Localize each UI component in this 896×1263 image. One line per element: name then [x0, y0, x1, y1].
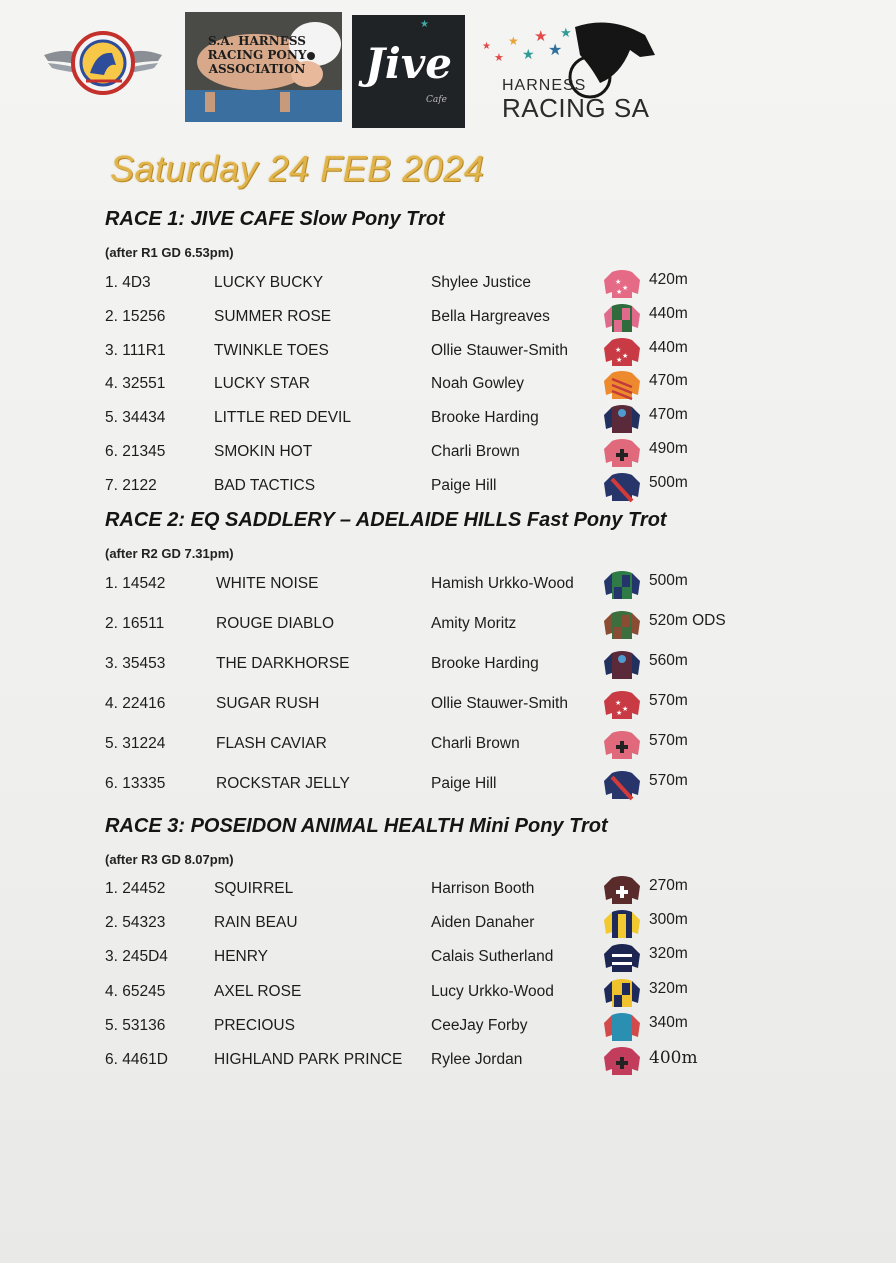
race-entry-row [0, 567, 896, 601]
svg-text:★: ★ [615, 700, 622, 707]
entry-number: 4. 65245 [105, 982, 166, 1000]
sa-harness-racing-pony-association-logo [185, 12, 342, 122]
race-distance: 570m [649, 692, 688, 709]
entry-number: 4. 32551 [105, 375, 166, 393]
horse-name: WHITE NOISE [216, 575, 319, 592]
horse-name: SMOKIN HOT [214, 443, 313, 460]
star-icon: ★ [420, 19, 429, 30]
racing-silks-icon [602, 567, 642, 601]
race-entry-row [0, 300, 896, 334]
entry-number: 5. 53136 [105, 1016, 166, 1034]
race-2-after: (after R2 GD 7.31pm) [105, 546, 234, 561]
driver-name: Rylee Jordan [431, 1051, 523, 1068]
race-2-title [105, 509, 667, 532]
driver-name: Noah Gowley [431, 375, 525, 393]
driver-name: Brooke Harding [431, 409, 539, 427]
racing-silks-icon [602, 469, 642, 503]
svg-text:★: ★ [508, 34, 519, 48]
race-entry-row [0, 435, 896, 469]
horse-name: LUCKY BUCKY [214, 274, 324, 291]
svg-text:★: ★ [622, 706, 629, 713]
entry-number: 3. 111R1 [105, 341, 166, 359]
horse-name: RAIN BEAU [214, 914, 298, 932]
svg-text:★: ★ [615, 346, 622, 354]
jive-sub: Cafe [426, 95, 447, 105]
racing-silks-icon [602, 401, 642, 435]
race-entry-row [0, 975, 896, 1009]
svg-text:★: ★ [622, 352, 629, 360]
race-entry-row [0, 767, 896, 801]
race-entry-row [0, 1009, 896, 1043]
driver-name: Hamish Urkko-Wood [431, 575, 574, 592]
horse-name: SQUIRREL [214, 880, 294, 897]
horse-name: FLASH CAVIAR [216, 735, 327, 752]
race-distance: 500m [649, 473, 688, 491]
race-entry-row [0, 940, 896, 974]
racing-silks-icon [602, 940, 642, 974]
race-distance: 300m [649, 911, 688, 929]
entry-number: 1. 4D3 [105, 274, 151, 291]
driver-name: Paige Hill [431, 775, 497, 792]
driver-name: Paige Hill [431, 476, 497, 494]
racing-silks-icon [602, 647, 642, 681]
entry-number: 2. 15256 [105, 307, 166, 325]
race-entry-row [0, 687, 896, 721]
race-distance: 320m [649, 979, 688, 997]
entry-number: 6. 4461D [105, 1051, 168, 1068]
horse-name: LITTLE RED DEVIL [214, 409, 351, 427]
race-entry-row [0, 906, 896, 940]
racing-silks-icon [602, 1009, 642, 1043]
harness-racing-sa-logo [480, 15, 670, 125]
sahrpa-line-2: RACING PONY [207, 48, 307, 62]
horse-name: ROUGE DIABLO [216, 615, 334, 632]
entry-number: 5. 31224 [105, 735, 166, 752]
horse-name: THE DARKHORSE [216, 655, 350, 672]
race-distance: 470m [649, 406, 688, 424]
race-entry-row [0, 266, 896, 300]
svg-text:★: ★ [616, 710, 623, 717]
driver-name: Brooke Harding [431, 655, 539, 672]
driver-name: Aiden Danaher [431, 914, 535, 932]
race-distance: 500m [649, 572, 688, 589]
racing-silks-icon [602, 300, 642, 334]
race-3-title-rest: Mini Pony Trot [463, 815, 608, 837]
svg-text:★: ★ [622, 285, 629, 292]
racing-silks-icon [602, 687, 642, 721]
driver-name: Charli Brown [431, 443, 520, 460]
driver-name: Lucy Urkko-Wood [431, 982, 554, 1000]
entry-number: 5. 34434 [105, 409, 166, 427]
race-1-title-caps: RACE 1: JIVE CAFE [105, 208, 294, 230]
race-3-after: (after R3 GD 8.07pm) [105, 852, 234, 867]
pony-club-wings-logo [42, 25, 164, 105]
race-entry-row [0, 367, 896, 401]
race-distance: 520m ODS [649, 612, 726, 629]
entry-number: 2. 54323 [105, 914, 166, 932]
driver-name: Shylee Justice [431, 274, 531, 291]
race-entry-row [0, 401, 896, 435]
race-distance: 440m [649, 304, 688, 322]
svg-text:★: ★ [616, 289, 623, 296]
driver-name: Calais Sutherland [431, 948, 554, 966]
race-distance: 470m [649, 372, 688, 390]
racing-silks-icon [602, 1043, 642, 1077]
race-entry-row [0, 727, 896, 761]
racing-silks-icon [602, 727, 642, 761]
horse-name: SUGAR RUSH [216, 695, 320, 712]
race-distance: 320m [649, 945, 688, 963]
racing-silks-icon [602, 266, 642, 300]
horse-name: ROCKSTAR JELLY [216, 775, 350, 792]
horse-name: LUCKY STAR [214, 375, 310, 393]
race-entry-row [0, 607, 896, 641]
race-distance: 570m [649, 732, 688, 749]
entry-number: 2. 16511 [105, 615, 165, 632]
svg-text:★: ★ [522, 46, 535, 62]
horse-name: HENRY [214, 948, 268, 966]
race-entry-row [0, 334, 896, 368]
sahrpa-line-1: S.A. HARNESS [208, 34, 306, 48]
driver-name: Ollie Stauwer-Smith [431, 695, 568, 712]
jive-word: Jive [365, 39, 452, 88]
driver-name: Bella Hargreaves [431, 307, 550, 325]
entry-number: 6. 21345 [105, 443, 166, 460]
driver-name: Amity Moritz [431, 615, 517, 632]
racing-silks-icon [602, 435, 642, 469]
racing-silks-icon [602, 367, 642, 401]
horse-name: BAD TACTICS [214, 476, 316, 494]
race-1-after: (after R1 GD 6.53pm) [105, 245, 234, 260]
race-distance: 490m [649, 440, 688, 457]
driver-name: Charli Brown [431, 735, 520, 752]
race-distance: 440m [649, 338, 688, 356]
svg-text:★: ★ [548, 42, 563, 59]
racing-silks-icon [602, 767, 642, 801]
entry-number: 3. 245D4 [105, 948, 168, 966]
race-3-title-caps: RACE 3: POSEIDON ANIMAL HEALTH [105, 815, 464, 837]
logo-strip [40, 10, 680, 135]
race-3-title [105, 815, 608, 838]
race-entry-row [0, 872, 896, 906]
racing-silks-icon [602, 607, 642, 641]
svg-text:★: ★ [482, 41, 491, 52]
sahrpa-line-3: ASSOCIATION [208, 62, 306, 76]
svg-text:★: ★ [616, 356, 623, 364]
svg-text:★: ★ [615, 279, 622, 286]
race-entry-row [0, 1043, 896, 1077]
entry-number: 3. 35453 [105, 655, 166, 672]
race-2-title-caps: RACE 2: EQ SADDLERY – ADELAIDE HILLS [105, 509, 522, 531]
driver-name: CeeJay Forby [431, 1016, 528, 1034]
race-distance: 420m [649, 271, 688, 288]
entry-number: 7. 2122 [105, 476, 157, 494]
horse-name: PRECIOUS [214, 1016, 295, 1034]
driver-name: Harrison Booth [431, 880, 535, 897]
race-distance: 570m [649, 772, 688, 789]
racing-silks-icon [602, 872, 642, 906]
race-distance: 400m [649, 1048, 698, 1068]
entry-number: 1. 14542 [105, 575, 166, 592]
horse-name: TWINKLE TOES [214, 341, 329, 359]
race-entry-row [0, 469, 896, 503]
race-2-title-rest: Fast Pony Trot [521, 509, 667, 531]
hrsa-line-2: RACING SA [502, 93, 650, 123]
racing-silks-icon [602, 975, 642, 1009]
svg-text:★: ★ [534, 28, 548, 45]
race-1-title-rest: Slow Pony Trot [293, 208, 445, 230]
driver-name: Ollie Stauwer-Smith [431, 341, 568, 359]
horse-name: HIGHLAND PARK PRINCE [214, 1051, 403, 1068]
horse-name: AXEL ROSE [214, 982, 302, 1000]
racing-silks-icon [602, 906, 642, 940]
race-distance: 560m [649, 652, 688, 669]
horse-name: SUMMER ROSE [214, 307, 332, 325]
racing-silks-icon [602, 334, 642, 368]
entry-number: 6. 13335 [105, 775, 166, 792]
race-distance: 340m [649, 1013, 688, 1031]
svg-text:★: ★ [560, 25, 572, 40]
svg-text:★: ★ [494, 52, 504, 64]
hrsa-line-1: HARNESS [502, 77, 587, 94]
event-date: Saturday 24 FEB 2024 [110, 148, 485, 189]
entry-number: 1. 24452 [105, 880, 166, 897]
race-1-title [105, 208, 445, 231]
race-distance: 270m [649, 877, 688, 894]
race-entry-row [0, 647, 896, 681]
entry-number: 4. 22416 [105, 695, 166, 712]
jive-cafe-logo [352, 15, 465, 128]
